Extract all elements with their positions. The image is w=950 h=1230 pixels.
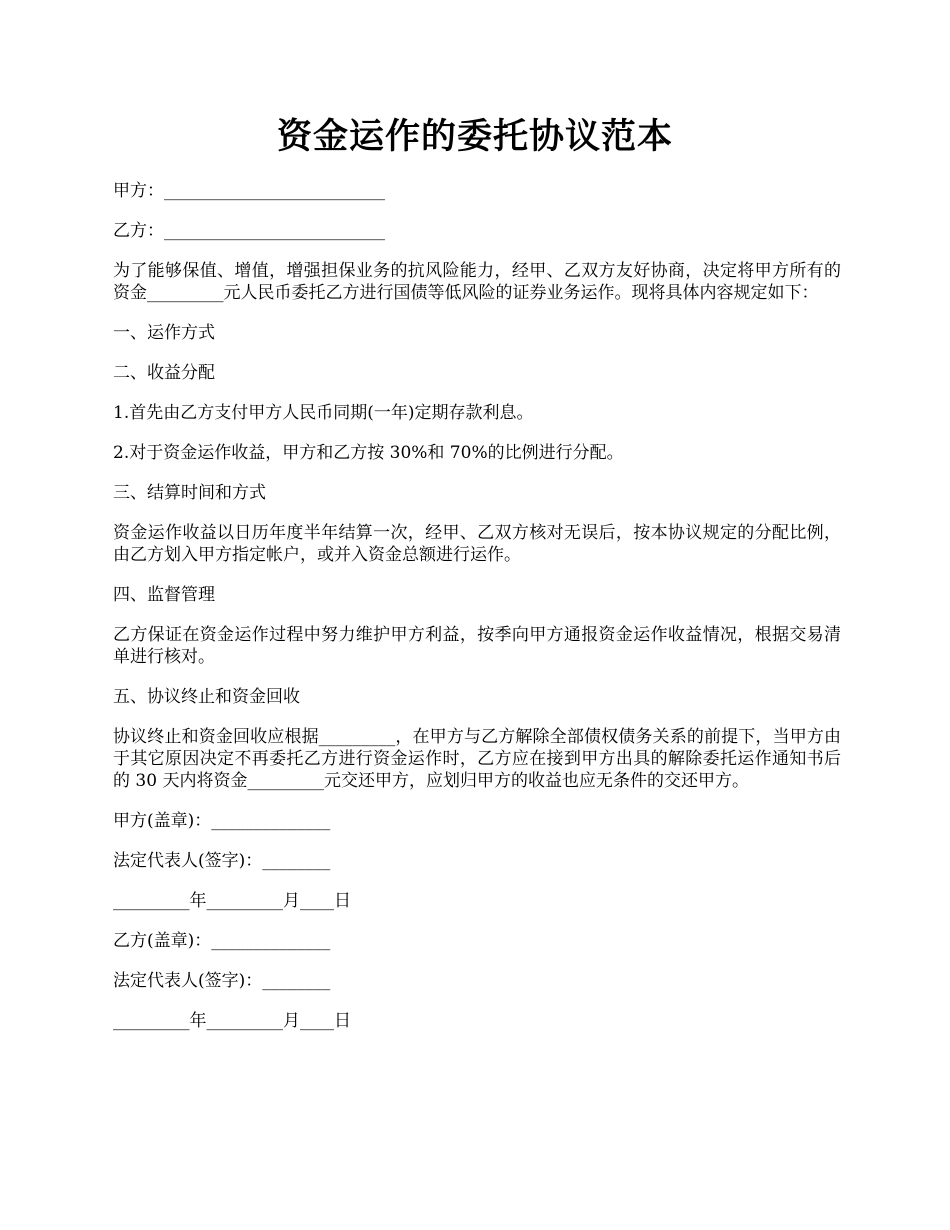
section-heading-profit-distribution: 二、收益分配 [113, 363, 215, 383]
party-a-seal-line: 甲方(盖章)：______________ [113, 811, 331, 831]
clause-interest-payment: 1.首先由乙方支付甲方人民币同期(一年)定期存款利息。 [113, 403, 534, 423]
clause-profit-ratio: 2.对于资金运作收益，甲方和乙方按 30%和 70%的比例进行分配。 [113, 443, 624, 463]
intro-paragraph: 为了能够保值、增值，增强担保业务的抗风险能力，经甲、乙双方友好协商，决定将甲方所有的资金_________元人民币委托乙方进行国债等低风险的证券业务运作。现将具体内容规定如下： [113, 261, 841, 303]
document-body [113, 180, 841, 1050]
section-heading-termination: 五、协议终止和资金回收 [113, 687, 300, 707]
party-b-representative-line: 法定代表人(签字)：________ [113, 971, 331, 991]
party-a-line: 甲方：__________________________ [113, 181, 385, 201]
settlement-paragraph: 资金运作收益以日历年度半年结算一次，经甲、乙双方核对无误后，按本协议规定的分配比例，由乙方划入甲方指定帐户，或并入资金总额进行运作。 [113, 523, 841, 565]
party-a-date-line: _________年_________月____日 [113, 891, 351, 911]
document-title: 资金运作的委托协议范本 [276, 116, 673, 157]
party-b-date-line: _________年_________月____日 [113, 1011, 351, 1031]
section-heading-operation-method: 一、运作方式 [113, 323, 215, 343]
supervision-paragraph: 乙方保证在资金运作过程中努力维护甲方利益，按季向甲方通报资金运作收益情况，根据交易清单进行核对。 [113, 625, 841, 667]
party-b-line: 乙方：__________________________ [113, 221, 385, 241]
party-b-seal-line: 乙方(盖章)：______________ [113, 931, 331, 951]
termination-paragraph: 协议终止和资金回收应根据_________，在甲方与乙方解除全部债权债务关系的前提下，当甲方由于其它原因决定不再委托乙方进行资金运作时，乙方应在接到甲方出具的解除委托运作通知书后的 30 天内将资金_________元交还甲方，应划归甲方的收益也应无条件的交还甲方。 [113, 727, 841, 791]
section-heading-supervision: 四、监督管理 [113, 585, 215, 605]
party-a-representative-line: 法定代表人(签字)：________ [113, 851, 331, 871]
section-heading-settlement: 三、结算时间和方式 [113, 483, 266, 503]
